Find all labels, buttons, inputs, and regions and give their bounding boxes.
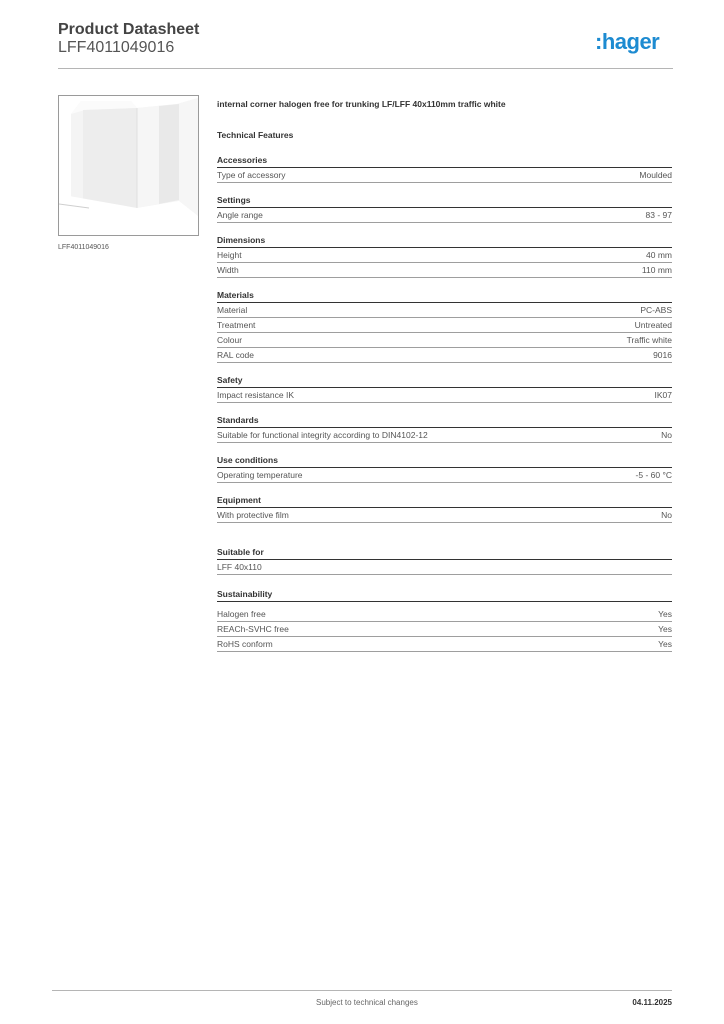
spec-label: Treatment	[217, 320, 256, 330]
spec-row	[217, 388, 672, 403]
technical-features-heading: Technical Features	[217, 130, 294, 140]
spec-label: With protective film	[217, 510, 289, 520]
spec-value: 9016	[653, 350, 672, 360]
spec-label: Colour	[217, 335, 243, 345]
page-title: Product Datasheet	[58, 21, 200, 38]
spec-value: 40 mm	[646, 250, 672, 260]
product-description: internal corner halogen free for trunking LF/LFF 40x110mm traffic white	[217, 99, 506, 109]
header-divider	[58, 68, 673, 69]
spec-row	[217, 303, 672, 318]
spec-label: RoHS conform	[217, 639, 273, 649]
section-dimensions	[217, 233, 672, 278]
product-image	[58, 95, 199, 236]
spec-row	[217, 208, 672, 223]
spec-label: Suitable for functional integrity according to DIN4102-12	[217, 430, 428, 440]
spec-row	[217, 508, 672, 523]
spec-value: Yes	[658, 639, 672, 649]
spec-label: RAL code	[217, 350, 255, 360]
spec-row	[217, 428, 672, 443]
spec-row	[217, 468, 672, 483]
spec-value: Traffic white	[626, 335, 672, 345]
footer-date: 04.11.2025	[632, 998, 672, 1007]
spec-label: REACh-SVHC free	[217, 624, 289, 634]
section-use-conditions	[217, 453, 672, 483]
spec-label: LFF 40x110	[217, 562, 262, 572]
spec-value: -5 - 60 °C	[635, 470, 672, 480]
spec-label: Impact resistance IK	[217, 390, 295, 400]
spec-row	[217, 637, 672, 652]
section-safety	[217, 373, 672, 403]
spec-value: 83 - 97	[645, 210, 672, 220]
footer-note: Subject to technical changes	[316, 998, 418, 1007]
section-settings	[217, 193, 672, 223]
spec-row	[217, 263, 672, 278]
footer-divider	[52, 990, 672, 991]
section-materials	[217, 288, 672, 363]
spec-value: PC-ABS	[640, 305, 672, 315]
spec-row	[217, 607, 672, 622]
spec-label: Halogen free	[217, 609, 266, 619]
section-standards	[217, 413, 672, 443]
section-title: Suitable for	[217, 545, 672, 560]
section-equipment	[217, 493, 672, 523]
spec-row	[217, 333, 672, 348]
datasheet-content	[217, 97, 672, 652]
spec-label: Operating temperature	[217, 470, 303, 480]
spec-value: Yes	[658, 609, 672, 619]
section-title: Sustainability	[217, 587, 672, 602]
spec-row	[217, 318, 672, 333]
spec-value: Untreated	[634, 320, 672, 330]
spec-value: No	[661, 510, 672, 520]
product-code: LFF4011049016	[58, 39, 175, 56]
spec-label: Width	[217, 265, 239, 275]
spec-value: No	[661, 430, 672, 440]
spec-row	[217, 168, 672, 183]
section-title: Accessories	[217, 153, 672, 168]
section-title: Standards	[217, 413, 672, 428]
spec-value: 110 mm	[641, 265, 672, 275]
spec-row	[217, 622, 672, 637]
section-accessories	[217, 153, 672, 183]
spec-row	[217, 348, 672, 363]
section-sustainability	[217, 587, 672, 652]
spec-row	[217, 560, 672, 575]
section-title: Equipment	[217, 493, 672, 508]
spec-row	[217, 248, 672, 263]
section-title: Dimensions	[217, 233, 672, 248]
section-title: Materials	[217, 288, 672, 303]
image-caption: LFF4011049016	[58, 244, 109, 251]
section-title: Settings	[217, 193, 672, 208]
corner-trunking-illustration	[59, 96, 198, 235]
spec-label: Angle range	[217, 210, 263, 220]
spec-value: Yes	[658, 624, 672, 634]
spec-label: Height	[217, 250, 242, 260]
section-title: Safety	[217, 373, 672, 388]
brand-logo: :hager	[595, 29, 660, 54]
section-title: Use conditions	[217, 453, 672, 468]
section-suitable-for	[217, 545, 672, 575]
spec-value: IK07	[654, 390, 672, 400]
spec-value: Moulded	[639, 170, 672, 180]
spec-label: Material	[217, 305, 248, 315]
spec-label: Type of accessory	[217, 170, 286, 180]
